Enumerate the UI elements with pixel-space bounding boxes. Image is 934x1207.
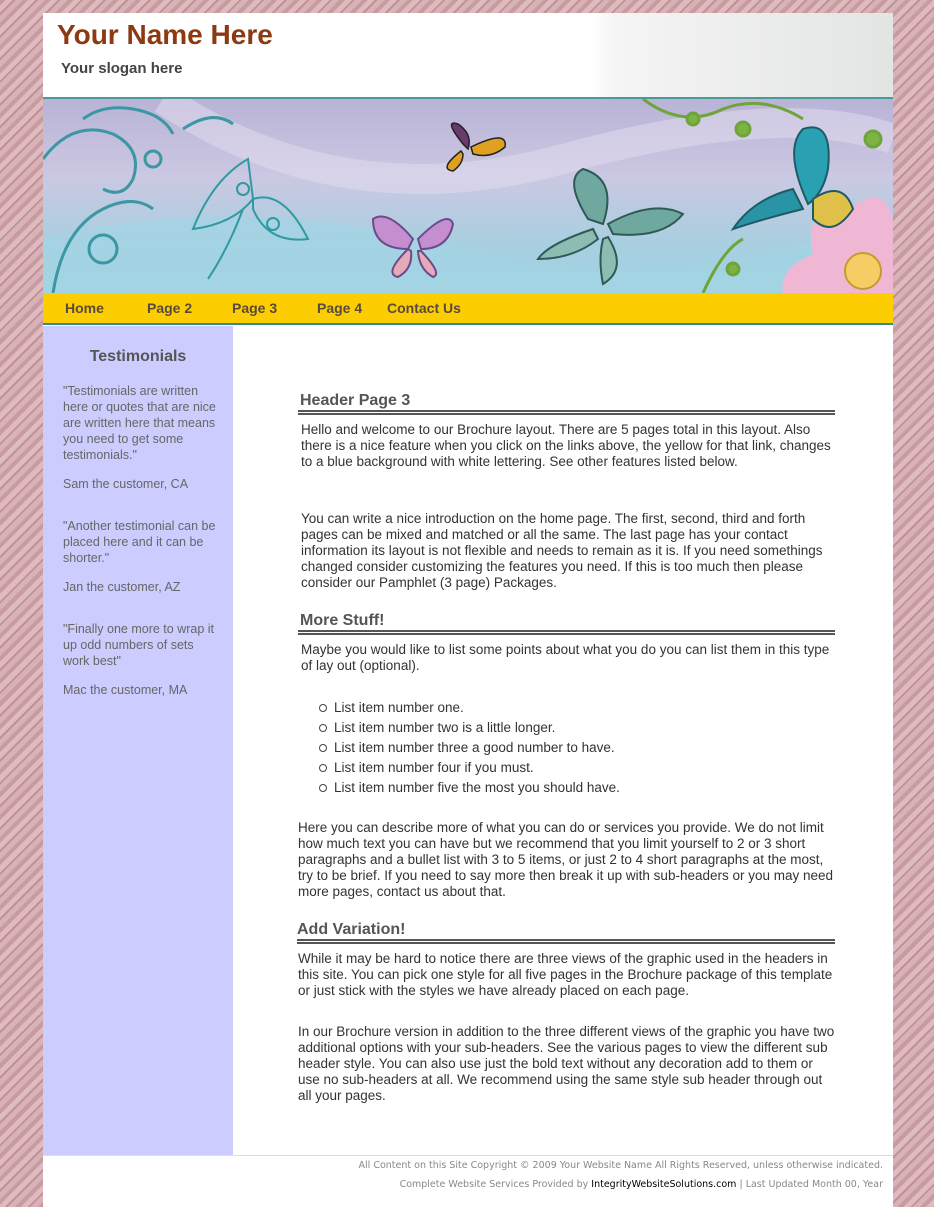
list-item: List item number two is a little longer.: [318, 718, 620, 738]
testimonial-quote: "Another testimonial can be placed here and it can be shorter.": [63, 519, 216, 565]
footer-services-link[interactable]: IntegrityWebsiteSolutions.com: [591, 1179, 737, 1190]
testimonials-sidebar: [43, 326, 233, 1155]
page-container: [43, 13, 893, 1207]
large-teal-butterfly-icon: [733, 127, 853, 229]
nav-page-2[interactable]: Page 2: [147, 300, 193, 316]
testimonial-author: Jan the customer, AZ: [63, 580, 181, 594]
footer-divider: [43, 1155, 893, 1156]
nav-page-3[interactable]: Page 3: [232, 300, 278, 316]
nav-contact-us[interactable]: Contact Us: [387, 300, 461, 316]
footer-credits: [400, 1179, 883, 1190]
bullet-list: [318, 698, 620, 798]
site-name: Your Name Here: [57, 19, 273, 50]
paragraph: In our Brochure version in addition to the three different views of the graphic you have two additional options with your sub-headers. See the various pages to view the different sub header style. You can also use just the bold text without any decoration add to them or use no sub-headers at all. We recommend using the same style sub header through out all your pages.: [298, 1024, 835, 1103]
list-item: List item number one.: [318, 698, 620, 718]
list-item: List item number four if you must.: [318, 758, 620, 778]
testimonial-quote: "Testimonials are written here or quotes that are nice are written here that means you need to get some testimonials.": [63, 384, 216, 462]
section-heading: More Stuff!: [300, 612, 385, 629]
nav-home[interactable]: Home: [65, 300, 104, 316]
heading-rule: [297, 939, 835, 944]
heading-rule: [298, 410, 835, 415]
testimonial-author: Mac the customer, MA: [63, 683, 188, 697]
footer-copyright: All Content on this Site Copyright © 2009 Your Website Name All Rights Reserved, unless otherwise indicated.: [358, 1160, 883, 1171]
main-navigation: [43, 293, 893, 325]
paragraph: Hello and welcome to our Brochure layout. There are 5 pages total in this layout. Also there is a nice feature when you click on the links above, the yellow for that link, changes to a blue background with white lettering. See other features listed below.: [301, 422, 831, 469]
header-banner-graphic: [43, 97, 893, 295]
list-item: List item number five the most you should have.: [318, 778, 620, 798]
footer-services-prefix: Complete Website Services Provided by: [399, 1179, 589, 1190]
list-item: List item number three a good number to have.: [318, 738, 620, 758]
testimonial-quote: "Finally one more to wrap it up odd numbers of sets work best": [63, 622, 215, 668]
nav-page-4[interactable]: Page 4: [317, 300, 363, 316]
site-header: [43, 13, 893, 97]
heading-rule: [298, 630, 835, 635]
paragraph: Here you can describe more of what you can do or services you provide. We do not limit how much text you can have but we recommend that you limit yourself to 2 or 3 short paragraphs and a bullet list with 3 to 5 items, or just 2 to 4 short paragraphs at the most, try to be brief. If you need to say more then break it up with sub-headers or you may need more pages, contact us about that.: [298, 820, 834, 899]
section-heading: Header Page 3: [300, 392, 411, 409]
sidebar-title: Testimonials: [89, 348, 187, 365]
section-heading: Add Variation!: [297, 921, 406, 938]
testimonial-author: Sam the customer, CA: [63, 477, 189, 491]
site-slogan: Your slogan here: [61, 60, 183, 77]
teal-butterfly-icon: [538, 169, 683, 284]
paragraph: While it may be hard to notice there are three views of the graphic used in the headers in this site. You can pick one style for all five pages in the Brochure package of this template or just stick with the styles we have already placed on each page.: [298, 951, 833, 998]
paragraph: Maybe you would like to list some points about what you do you can list them in this type of lay out (optional).: [301, 642, 830, 673]
footer-last-updated: | Last Updated Month 00, Year: [739, 1179, 883, 1190]
paragraph: You can write a nice introduction on the home page. The first, second, third and forth pages can be mixed and matched or all the same. The last page has your contact information its layout is not flexible and needs to remain as it is. If you need somethings changed consider customizing the features you need. If this is too much then please consider our Pamphlet (3 page) Packages.: [301, 511, 823, 590]
